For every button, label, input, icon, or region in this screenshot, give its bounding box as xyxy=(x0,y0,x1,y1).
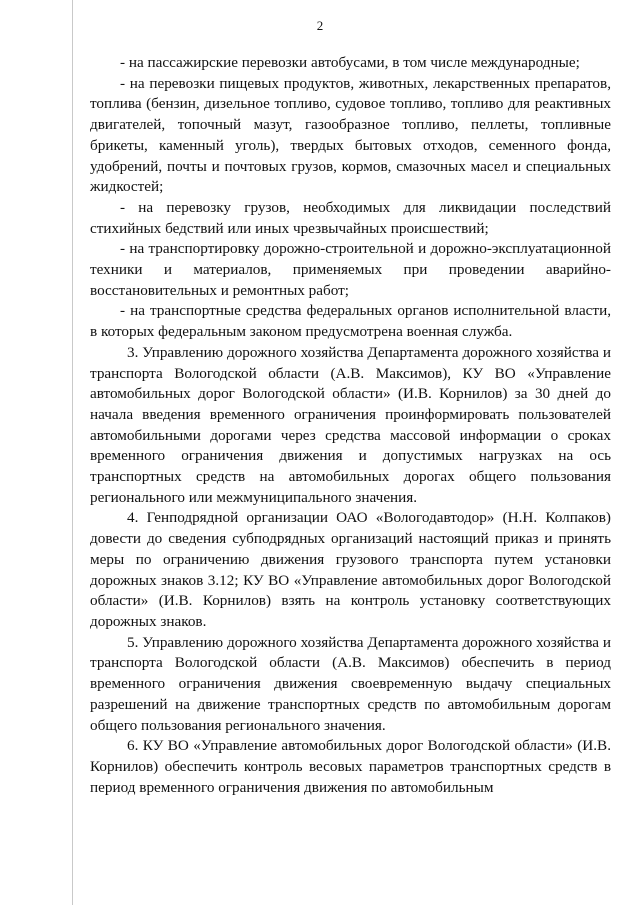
paragraph-item-5: 5. Управлению дорожного хозяйства Департамента дорожного хозяйства и транспорта Вологодской области (А.В. Максимов) обеспечить в период временного ограничения движения своевременную выдачу специальных разрешений на движение транспортных средств по автомобильным дорогам общего пользования регионального значения. xyxy=(90,633,611,734)
paragraph-item-6: 6. КУ ВО «Управление автомобильных дорог Вологодской области» (И.В. Корнилов) обеспечить контроль весовых параметров транспортных средств в период временного ограничения движения по автомобильным xyxy=(90,737,611,796)
paragraph-goods-transport: - на перевозки пищевых продуктов, животных, лекарственных препаратов, топлива (бензин, дизельное топливо, судовое топливо, топливо для реактивных двигателей, топочный мазут, газообразное топливо, пеллеты, топливные брикеты, каменный уголь), твердых бытовых отходов, семенного фонда, удобрений, почты и почтовых грузов, кормов, смазочных масел и специальных жидкостей; xyxy=(90,74,611,196)
paragraph-federal-vehicles: - на транспортные средства федеральных органов исполнительной власти, в которых федеральным законом предусмотрена военная служба. xyxy=(90,302,611,341)
paragraph-item-3: 3. Управлению дорожного хозяйства Департамента дорожного хозяйства и транспорта Вологодской области (А.В. Максимов), КУ ВО «Управление автомобильных дорог Вологодской области» (И.В. Корнилов) за 30 дней до начала введения временного ограничения проинформировать пользователей автомобильными дорогами через средства массовой информации о сроках временного ограничения движения и допустимых нагрузках на ось транспортных средств на автомобильных дорогах общего пользования регионального или межмуниципального значения. xyxy=(90,343,611,506)
paragraph-passenger-transport: - на пассажирские перевозки автобусами, в том числе международные; xyxy=(120,54,580,71)
page-number: 2 xyxy=(316,18,324,33)
paragraph-item-4: 4. Генподрядной организации ОАО «Вологодавтодор» (Н.Н. Колпаков) довести до сведения субподрядных организаций настоящий приказ и принять меры по ограничению движения грузового транспорта путем установки дорожных знаков 3.12; КУ ВО «Управление автомобильных дорог Вологодской области» (И.В. Корнилов) взять на контроль установку соответствующих дорожных знаков. xyxy=(90,509,611,630)
document-body xyxy=(90,53,611,798)
paragraph-road-machinery: - на транспортировку дорожно-строительной и дорожно-эксплуатационной техники и материалов, применяемых при проведении аварийно-восстановительных и ремонтных работ; xyxy=(90,240,611,299)
paragraph-emergency-cargo: - на перевозку грузов, необходимых для ликвидации последствий стихийных бедствий или иных чрезвычайных происшествий; xyxy=(90,198,611,237)
page-left-edge xyxy=(72,0,73,905)
